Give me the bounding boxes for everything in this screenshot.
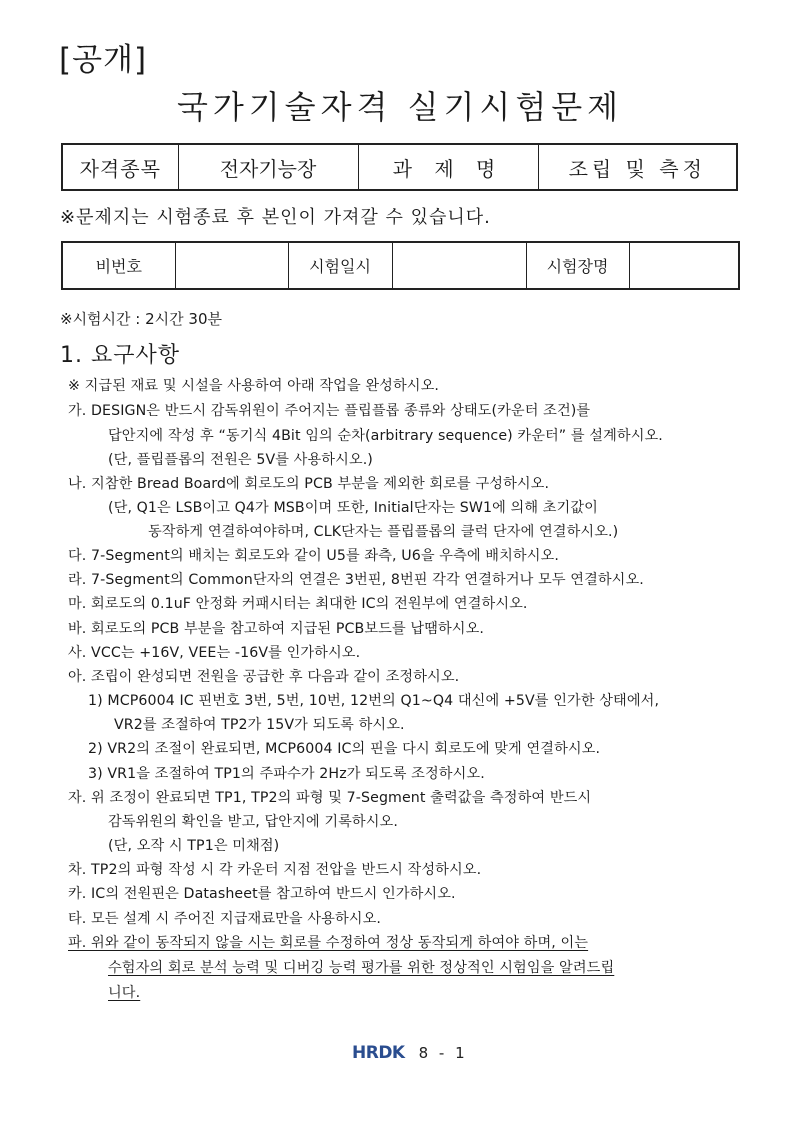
task-value: 조립 및 측정: [538, 144, 737, 190]
requirement-line: 카. IC의 전원핀은 Datasheet를 참고하여 반드시 인가하시오.: [68, 886, 456, 902]
field-label: 자격종목: [62, 144, 178, 190]
date-label: 시험일시: [288, 242, 392, 289]
number-value: [175, 242, 288, 289]
requirement-line: ※ 지급된 재료 및 시설을 사용하여 아래 작업을 완성하시오.: [68, 378, 439, 394]
exam-info-table: [61, 241, 740, 290]
requirement-line: VR2를 조절하여 TP2가 15V가 되도록 하시오.: [114, 717, 405, 733]
exam-time: ※시험시간 : 2시간 30분: [60, 310, 222, 328]
requirement-line: 니다.: [108, 985, 141, 1001]
place-value: [629, 242, 739, 289]
requirement-line: 마. 회로도의 0.1uF 안정화 커패시터는 최대한 IC의 전원부에 연결하시오.: [68, 596, 528, 612]
page-footer: [352, 1043, 468, 1063]
requirement-line: 다. 7-Segment의 배치는 회로도와 같이 U5를 좌측, U6을 우측에 배치하시오.: [68, 548, 559, 564]
date-value: [392, 242, 526, 289]
requirement-line: 차. TP2의 파형 작성 시 각 카운터 지점 전압을 반드시 작성하시오.: [68, 862, 482, 878]
requirement-line: 파. 위와 같이 동작되지 않을 시는 회로를 수정하여 정상 동작되게 하여야 하며, 이는: [68, 935, 589, 951]
requirement-line: 답안지에 작성 후 “동기식 4Bit 임의 순차(arbitrary sequence) 카운터” 를 설계하시오.: [108, 428, 663, 444]
requirement-line: 수험자의 회로 분석 능력 및 디버깅 능력 평가를 위한 정상적인 시험임을 알려드립: [108, 960, 615, 976]
section-title: 1. 요구사항: [60, 343, 180, 368]
field-value: 전자기능장: [178, 144, 358, 190]
number-label: 비번호: [62, 242, 175, 289]
task-label: 과 제 명: [358, 144, 538, 190]
requirement-line: 라. 7-Segment의 Common단자의 연결은 3번핀, 8번핀 각각 연결하거나 모두 연결하시오.: [68, 572, 644, 588]
requirement-line: 사. VCC는 +16V, VEE는 -16V를 인가하시오.: [68, 645, 361, 661]
requirement-line: (단, 플립플롭의 전원은 5V를 사용하시오.): [108, 452, 373, 468]
requirement-line: 1) MCP6004 IC 핀번호 3번, 5번, 10번, 12번의 Q1~Q4 대신에 +5V를 인가한 상태에서,: [88, 693, 660, 709]
requirement-line: 자. 위 조정이 완료되면 TP1, TP2의 파형 및 7-Segment 출력값을 측정하여 반드시: [68, 790, 592, 806]
requirement-line: (단, Q1은 LSB이고 Q4가 MSB이며 또한, Initial단자는 SW1에 의해 초기값이: [108, 500, 598, 516]
requirement-line: 나. 지참한 Bread Board에 회로도의 PCB 부분을 제외한 회로를 구성하시오.: [68, 476, 550, 492]
requirement-line: 아. 조립이 완성되면 전원을 공급한 후 다음과 같이 조정하시오.: [68, 669, 460, 685]
requirement-line: 동작하게 연결하여야하며, CLK단자는 플립플롭의 클럭 단자에 연결하시오.): [148, 524, 619, 540]
document-title: 국가기술자격 실기시험문제: [176, 88, 624, 126]
requirement-line: (단, 오작 시 TP1은 미채점): [108, 838, 280, 854]
requirement-line: 감독위원의 확인을 받고, 답안지에 기록하시오.: [108, 814, 398, 830]
public-tag: [공개]: [59, 42, 148, 78]
page-number: 8 - 1: [418, 1044, 468, 1062]
requirement-line: 가. DESIGN은 반드시 감독위원이 주어지는 플립플롭 종류와 상태도(카운터 조건)를: [68, 403, 591, 419]
requirement-line: 3) VR1을 조절하여 TP1의 주파수가 2Hz가 되도록 조정하시오.: [88, 766, 485, 782]
requirement-line: 타. 모든 설계 시 주어진 지급재료만을 사용하시오.: [68, 911, 381, 927]
hrdk-logo: HRDK: [352, 1043, 405, 1063]
requirement-line: 2) VR2의 조절이 완료되면, MCP6004 IC의 핀을 다시 회로도에 맞게 연결하시오.: [88, 741, 601, 757]
notice-text: ※문제지는 시험종료 후 본인이 가져갈 수 있습니다.: [60, 207, 491, 228]
place-label: 시험장명: [526, 242, 629, 289]
requirement-line: 바. 회로도의 PCB 부분을 참고하여 지급된 PCB보드를 납땜하시오.: [68, 621, 484, 637]
qualification-table: [61, 143, 738, 191]
